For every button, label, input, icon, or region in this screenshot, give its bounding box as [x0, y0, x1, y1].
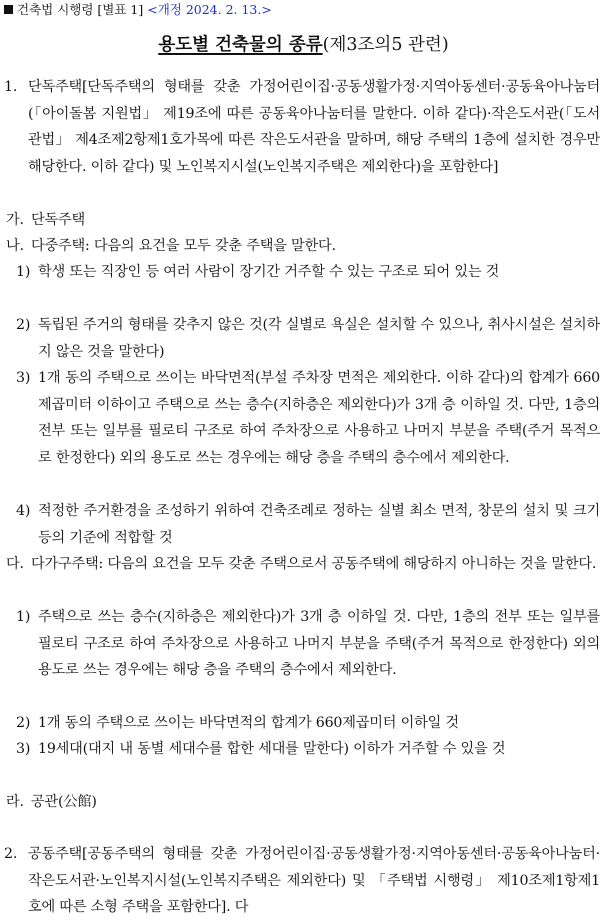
item-ga: [6, 207, 600, 234]
list-item-text: 1개 동의 주택으로 쓰이는 바닥면적(부설 주차장 면적은 제외한다. 이하 같다)의 합계가 660제곱미터 이하이고 주택으로 쓰는 층수(지하층은 제외한다)가 3개 층 이하일 것. 다만, 1층의 전부 또는 일부를 필로티 구조로 하여 주차장으로 사용하고 나머지 부분을 주택(주거 목적으로 한정한다) 외의 용도로 쓰는 경우에는 해당 층을 주택의 층수에서 제외한다.: [38, 370, 600, 466]
list-item: [16, 312, 600, 365]
list-item-text: 학생 또는 직장인 등 여러 사람이 장기간 거주할 수 있는 구조로 되어 있는 것: [38, 264, 500, 280]
revision-date: <개정 2024. 2. 13.>: [147, 2, 272, 17]
list-item-text: 주택으로 쓰는 층수(지하층은 제외한다)가 3개 층 이하일 것. 다만, 1층의 전부 또는 일부를 필로티 구조로 하여 주차장으로 사용하고 나머지 부분을 주택(주거 목적으로 한정한다) 외의 용도로 쓰는 경우에는 해당 층을 주택의 층수에서 제외한다.: [38, 609, 600, 678]
list-item-label: 1): [16, 609, 31, 625]
list-item-text: 19세대(대지 내 동별 세대수를 합한 세대를 말한다) 이하가 거주할 수 있을 것: [38, 741, 506, 757]
list-item: [16, 498, 600, 551]
list-item: [16, 604, 600, 684]
item-ra-label: 라.: [6, 794, 24, 810]
list-item-label: 2): [16, 317, 31, 333]
list-item-label: 1): [16, 264, 31, 280]
item-da: [6, 551, 600, 578]
document-title: [0, 34, 607, 56]
list-item: [16, 259, 600, 286]
list-item: [16, 736, 600, 763]
section-1-text: 단독주택[단독주택의 형태를 갖춘 가정어린이집·공동생활가정·지역아동센터·공동육아나눔터(「아이돌봄 지원법」 제19조에 따른 공동육아나눔터를 말한다. 이하 같다)·작은도서관(「도서관법」 제4조제2항제1호가목에 따른 작은도서관을 말하며, 해당 주택의 1층에 설치한 경우만 해당한다. 이하 같다) 및 노인복지시설(노인복지주택은 제외한다)을 포함한다]: [28, 79, 600, 175]
list-item-text: 1개 동의 주택으로 쓰이는 바닥면적의 합계가 660제곱미터 이하일 것: [38, 715, 459, 731]
item-ra-text: 공관(公館): [31, 794, 97, 810]
list-item-text: 적정한 주거환경을 조성하기 위하여 건축조례로 정하는 실별 최소 면적, 창문의 설치 및 크기 등의 기준에 적합할 것: [38, 503, 600, 546]
section-2: [4, 841, 600, 921]
list-item-label: 3): [16, 741, 31, 757]
item-ga-text: 단독주택: [31, 212, 86, 228]
list-item-label: 4): [16, 503, 31, 519]
item-na: [6, 233, 600, 260]
section-2-text: 공동주택[공동주택의 형태를 갖춘 가정어린이집·공동생활가정·지역아동센터·공동육아나눔터·작은도서관·노인복지시설(노인복지주택은 제외한다) 및 「주택법 시행령」 제10조제1항제1호에 따른 소형 주택을 포함한다]. 다: [28, 846, 600, 915]
square-bullet-icon: [4, 5, 13, 14]
list-item: [16, 365, 600, 471]
item-ra: [6, 789, 600, 816]
title-sub: (제3조의5 관련): [322, 35, 449, 55]
section-1: [4, 74, 600, 180]
item-na-label: 나.: [6, 238, 24, 254]
title-main: 용도별 건축물의 종류: [158, 35, 323, 55]
item-na-text: 다중주택: 다음의 요건을 모두 갖춘 주택을 말한다.: [31, 238, 336, 254]
list-item-label: 2): [16, 715, 31, 731]
section-2-label: 2.: [4, 846, 18, 862]
document-header: [4, 1, 272, 19]
list-item: [16, 710, 600, 737]
section-1-label: 1.: [4, 79, 18, 95]
item-da-text: 다가구주택: 다음의 요건을 모두 갖춘 주택으로서 공동주택에 해당하지 아니하는 것을 말한다.: [31, 556, 597, 572]
item-ga-label: 가.: [6, 212, 24, 228]
item-da-label: 다.: [6, 556, 24, 572]
header-source: 건축법 시행령 [별표 1]: [17, 2, 144, 17]
list-item-label: 3): [16, 370, 31, 386]
list-item-text: 독립된 주거의 형태를 갖추지 않은 것(각 실별로 욕실은 설치할 수 있으나, 취사시설은 설치하지 않은 것을 말한다): [38, 317, 600, 360]
